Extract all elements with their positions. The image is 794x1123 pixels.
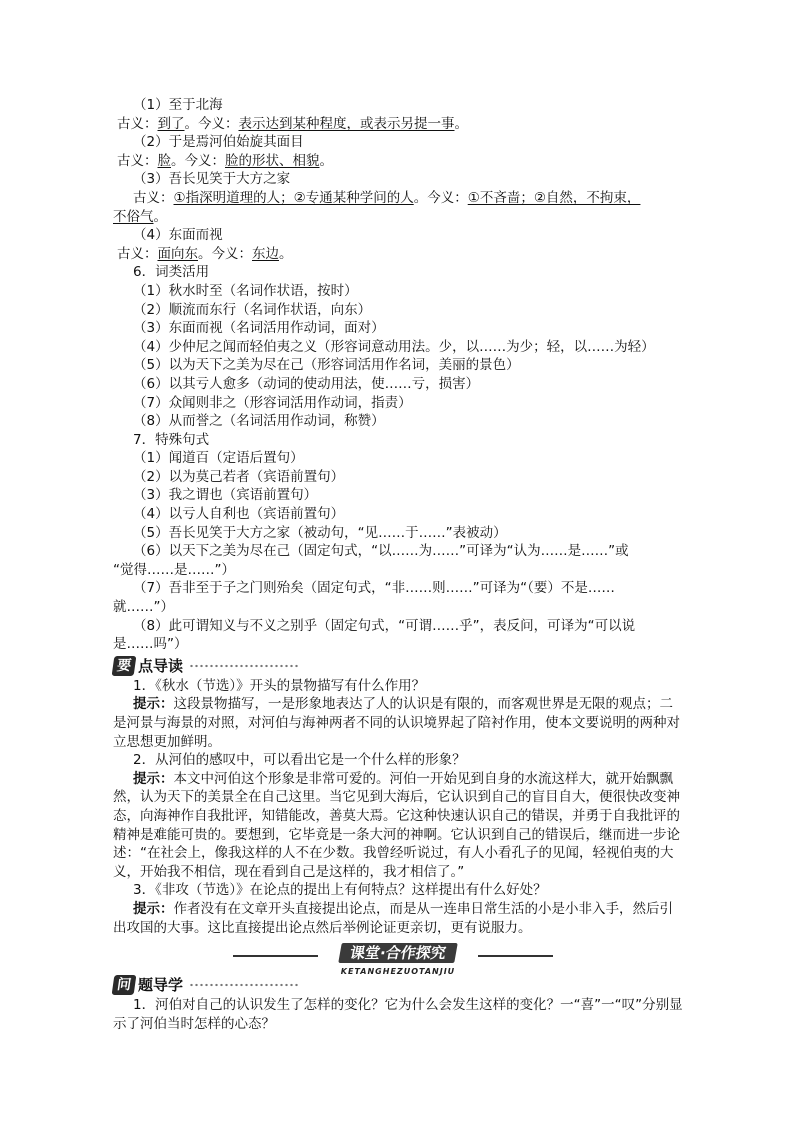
dotted-divider — [189, 663, 299, 669]
gujin-explain: 古义：①指深明道理的人；②专通某种学问的人。今义：①不吝啬；②自然，不拘束， — [133, 189, 641, 206]
gujin-explain-cont: 不俗气。 — [113, 208, 167, 225]
list-item-cont: 就……”） — [113, 599, 174, 616]
list-item: （5）吾长见笑于大方之家（被动句，“见……于……”表被动） — [133, 524, 507, 541]
list-item: （1）秋水时至（名词作状语，按时） — [133, 282, 358, 299]
list-item: （8）此可谓知义与不义之别乎（固定句式，“可谓……乎”，表反问，可译为“可以说 — [133, 617, 636, 634]
list-item: （2）顺流而东行（名词作状语，向东） — [133, 301, 372, 318]
dotted-divider — [189, 982, 299, 988]
list-item: （2）以为莫己若者（宾语前置句） — [133, 468, 345, 485]
section-badge: 要 — [112, 656, 137, 676]
answer: 提示：作者没有在文章开头直接提出论点，而是从一连串日常生活的小是小非入手，然后引出攻国的大事。这比直接提出论点然后举例论证更亲切，更有说服力。 — [113, 900, 673, 936]
list-item: （3）东面而视（名词活用作动词，面对） — [133, 320, 385, 337]
section-title: 题导学 — [138, 975, 184, 994]
list-item-cont: “觉得……是……”） — [113, 561, 235, 578]
gujin-head: （1）至于北海 — [133, 97, 223, 113]
gujin-item-1 — [113, 96, 683, 133]
section-banner — [113, 941, 683, 977]
gujin-head: （3）吾长见笑于大方之家 — [133, 171, 291, 188]
question: 1．河伯对自己的认识发生了怎样的变化？它为什么会发生这样的变化？一“喜”一“叹”分别显示了河伯当时怎样的心态？ — [113, 997, 683, 1032]
question: 2．从河伯的感叹中，可以看出它是一个什么样的形象？ — [133, 752, 466, 769]
answer: 提示：这段景物描写，一是形象地表达了人的认识是有限的，而客观世界是无限的观点；二是河景与海景的对照，对河伯与海神两者不同的认识境界起了陪衬作用，使本文要说明的两种对立思想更加鲜明。 — [113, 696, 680, 750]
list-item: （5）以为天下之美为尽在己（形容词活用作名词，美丽的景色） — [133, 357, 520, 374]
cilei-title: 6．词类活用 — [133, 264, 210, 281]
gujin-explain: 古义：脸。今义：脸的形状、相貌。 — [117, 152, 333, 169]
gujin-explain: 古义：到了。今义：表示达到某种程度，或表示另提一事。 — [117, 115, 468, 132]
section-header-yaodian — [113, 655, 683, 677]
section-title: 点导读 — [138, 656, 184, 675]
list-item: （4）少仲尼之闻而轻伯夷之义（形容词意动用法。少，以……为少；轻，以……为轻） — [133, 338, 655, 355]
list-item: （7）吾非至于子之门则殆矣（固定句式，“非……则……”可译为“（要）不是…… — [133, 580, 615, 597]
list-item: （1）闻道百（定语后置句） — [133, 450, 304, 467]
gujin-head: （4）东面而视 — [133, 227, 223, 244]
list-item: （6）以天下之美为尽在己（固定句式，“以……为……”可译为“认为……是……”或 — [133, 543, 629, 560]
document-page — [113, 96, 683, 1033]
gujin-explain: 古义：面向东。今义：东边。 — [117, 245, 293, 262]
list-item: （7）众闻则非之（形容词活用作动词，指责） — [133, 394, 412, 411]
list-item: （8）从而誉之（名词活用作动词，称赞） — [133, 413, 385, 430]
list-item: （4）以亏人自利也（宾语前置句） — [133, 506, 345, 523]
list-item: （6）以其亏人愈多（动词的使动用法，使……亏，损害） — [133, 375, 480, 392]
list-item-cont: 是……吗”） — [113, 636, 188, 653]
section-badge: 问 — [112, 975, 137, 995]
question: 3．《非攻（节选）》在论点的提出上有何特点？这样提出有什么好处？ — [133, 882, 547, 899]
gujin-head: （2）于是焉河伯始旋其面目 — [133, 134, 304, 151]
teshu-title: 7．特殊句式 — [133, 431, 210, 448]
banner-pinyin: KETANGHEZUOTANJIU — [340, 967, 456, 977]
banner-title: 课堂·合作探究 — [338, 943, 457, 963]
list-item: （3）我之谓也（宾语前置句） — [133, 487, 318, 504]
question: 1．《秋水（节选）》开头的景物描写有什么作用？ — [133, 677, 426, 694]
answer: 提示：本文中河伯这个形象是非常可爱的。河伯一开始见到自身的水流这样大，就开始飘飘然，认为天下的美景全在自己这里。当它见到大海后，它认识到自己的盲目自大，便很快改变神态，向海神作自我批评，知错能改，善莫大焉。它这种快速认识自己的错误，并勇于自我批评的精神是难能可贵的。要想到，它毕竟是一条大河的神啊。它认识到自己的错误后，继而进一步论述：“在社会上，像我这样的人不在少数。我曾经听说过，有人小看孔子的见闻，轻视伯夷的大义，开始我不相信，现在看到自己是这样的，我才相信了。” — [113, 770, 680, 880]
gujin-item-3 — [113, 170, 683, 226]
gujin-item-4 — [113, 226, 683, 263]
gujin-item-2 — [113, 133, 683, 170]
